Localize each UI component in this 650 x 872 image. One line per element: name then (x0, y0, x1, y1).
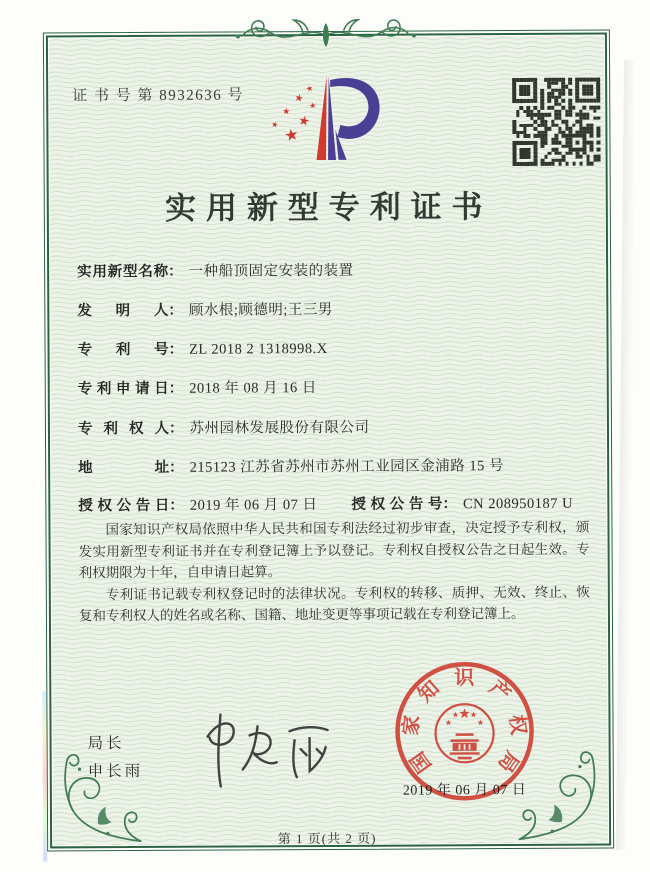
grant-no-value: CN 208950187 U (462, 495, 574, 513)
svg-text:★: ★ (304, 83, 315, 94)
grant-no-label: 授权公告号 (351, 496, 443, 513)
field-row-grant (78, 492, 598, 515)
page-footer: 第 1 页(共 2 页) (277, 830, 377, 847)
field-colon: ： (442, 496, 458, 513)
field-colon: ： (168, 420, 184, 437)
svg-text:★: ★ (282, 124, 301, 146)
svg-text:国: 国 (406, 747, 437, 777)
grant-date-value: 2019 年 06 月 07 日 (189, 497, 318, 514)
svg-text:★: ★ (282, 107, 291, 118)
certificate-number: 证 书 号 第 8932636 号 (72, 87, 245, 105)
svg-text:★: ★ (444, 718, 453, 728)
svg-text:产: 产 (484, 676, 515, 707)
corner-flourish-right (506, 739, 613, 846)
top-flourish-ornament (206, 15, 446, 56)
svg-text:★: ★ (451, 710, 460, 720)
field-colon: ： (168, 263, 183, 280)
field-colon: ： (168, 341, 184, 358)
field-label: 发明人 (77, 302, 169, 320)
field-label: 地址 (78, 459, 170, 477)
field-label: 专利申请日 (77, 380, 169, 398)
corner-flourish-left (48, 741, 155, 848)
field-colon: ： (169, 459, 184, 476)
svg-text:权: 权 (505, 713, 530, 737)
field-value: 顾水根;顾德明;王三男 (188, 301, 333, 319)
field-row-patent-no (77, 336, 597, 359)
certificate-title: 实用新型专利证书 (164, 189, 493, 226)
signer-title: 局长 (87, 735, 125, 753)
svg-text:★: ★ (296, 113, 311, 131)
field-row-name (77, 258, 597, 281)
grant-date-label: 授权公告日 (78, 497, 170, 515)
svg-text:★: ★ (308, 100, 318, 111)
signer-name: 申长雨 (87, 762, 144, 781)
field-colon: ： (168, 302, 183, 319)
body-text (78, 517, 590, 628)
body-paragraph-2: 专利证书记载专利权登记时的法律状况。专利权的转移、质押、无效、终止、恢复和专利权人的姓名或名称、国籍、地址变更等事项记载在专利登记簿上。 (78, 584, 590, 624)
svg-text:局: 局 (493, 746, 523, 776)
svg-text:★: ★ (293, 92, 305, 106)
field-value: ZL 2018 2 1318998.X (189, 340, 328, 358)
field-colon: ： (169, 497, 184, 514)
field-row-filing-date (78, 375, 598, 398)
field-colon: ： (168, 380, 184, 397)
national-emblem-icon (435, 704, 493, 762)
svg-text:知: 知 (414, 677, 444, 707)
field-value: 215123 江苏省苏州市苏州工业园区金浦路 15 号 (189, 458, 505, 476)
field-label: 实用新型名称 (77, 263, 169, 281)
field-label: 专利号 (77, 341, 169, 359)
field-row-patentee (78, 415, 598, 438)
svg-text:识: 识 (454, 667, 475, 690)
signature-autograph-icon (189, 700, 355, 801)
field-row-address (78, 454, 598, 477)
qr-code-icon (512, 78, 600, 166)
field-value: 苏州园林发展股份有限公司 (189, 419, 370, 437)
field-value: 一种船顶固定安装的装置 (188, 262, 354, 280)
cnipa-logo-icon (258, 70, 399, 173)
seal-date: 2019 年 06 月 07 日 (402, 782, 527, 799)
field-row-inventors (77, 297, 597, 320)
svg-text:★: ★ (270, 119, 279, 130)
svg-text:★: ★ (458, 706, 471, 723)
body-paragraph-1: 国家知识产权局依照中华人民共和国专利法经过初步审查，决定授予专利权，颁发实用新型专利证书并在专利登记簿上予以登记。专利权自授权公告之日起生效。专利权期限为十年，自申请日起算。 (78, 519, 590, 581)
field-value: 2018 年 08 月 16 日 (189, 380, 317, 397)
svg-text:★: ★ (469, 710, 478, 720)
svg-text:家: 家 (399, 714, 424, 737)
svg-text:★: ★ (476, 718, 485, 728)
field-label: 专利权人 (77, 420, 170, 438)
